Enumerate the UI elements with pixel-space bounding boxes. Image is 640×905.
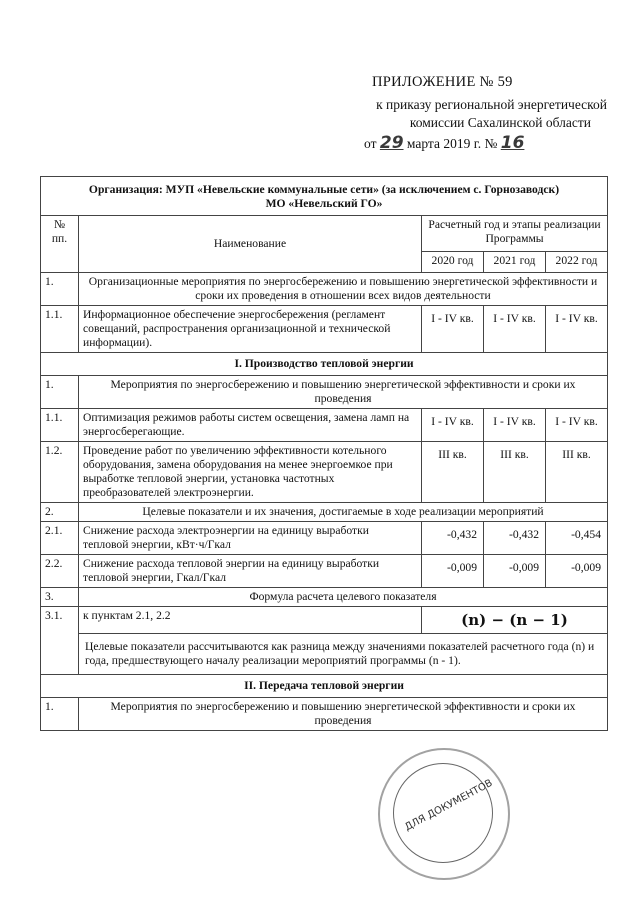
table-row [41,306,608,353]
seal-text: ДЛЯ ДОКУМЕНТОВ [403,777,495,834]
column-header-row [41,216,608,252]
date-mid: марта 2019 г. № [406,136,498,151]
value-2020: III кв. [422,442,484,503]
section-row [41,273,608,306]
section-title: Мероприятия по энергосбережению и повышению энергетической эффективности и сроки их проведения [79,698,608,731]
row-num: 1. [41,376,79,409]
row-num: 1. [41,698,79,731]
table-row [41,634,608,675]
value-2020: -0,432 [422,522,484,555]
value-2021: -0,432 [484,522,546,555]
row-text: Оптимизация режимов работы систем освещения, замена ламп на энергосберегающие. [79,409,422,442]
row-num: 1. [41,273,79,306]
table-row [41,522,608,555]
section-title: Организационные мероприятия по энергосбережению и повышению энергетической эффективности и сроки их проведения в отношении всех видов деятельности [79,273,608,306]
order-reference [337,96,607,132]
table-row [41,409,608,442]
order-date [364,134,604,153]
row-num: 3. [41,588,79,607]
row-num: 2.1. [41,522,79,555]
value-2022: -0,454 [546,522,608,555]
formula-note: Целевые показатели рассчитываются как разница между значениями показателей расчетного года (n) и года, предшествующего началу реализации мероприятий программы (n - 1). [79,634,608,675]
value-2020: -0,009 [422,555,484,588]
part-ii-title: II. Передача тепловой энергии [41,675,608,698]
part-heading-row [41,353,608,376]
program-table [40,176,608,731]
row-num: 1.2. [41,442,79,503]
col-2022: 2022 год [546,252,608,273]
row-text: Информационное обеспечение энергосбережения (регламент совещаний, распространения организационной и технической информации). [79,306,422,353]
row-text: Снижение расхода тепловой энергии на единицу выработки тепловой энергии, Гкал/Гкал [79,555,422,588]
table-row [41,607,608,634]
col-num-header: № пп. [41,216,79,273]
section-row [41,376,608,409]
org-line-2: МО «Невельский ГО» [265,197,383,210]
value-2021: -0,009 [484,555,546,588]
value-2021: I - IV кв. [484,409,546,442]
section-row [41,588,608,607]
row-num: 1.1. [41,306,79,353]
value-2020: I - IV кв. [422,409,484,442]
org-row [41,177,608,216]
section-row [41,503,608,522]
row-text: Снижение расхода электроэнергии на единицу выработки тепловой энергии, кВт·ч/Гкал [79,522,422,555]
part-i-title: I. Производство тепловой энергии [41,353,608,376]
date-day: 29 [379,133,404,153]
value-2021: I - IV кв. [484,306,546,353]
row-text: Проведение работ по увеличению эффективности котельного оборудования, замена оборудования на менее энергоемкое при выработке тепловой энергии, установка частотных преобразователей электроэнергии. [79,442,422,503]
order-line-2: комиссии Сахалинской области [409,115,591,130]
section-title: Формула расчета целевого показателя [79,588,608,607]
part-heading-row [41,675,608,698]
row-num: 3.1. [41,607,79,675]
row-num: 2. [41,503,79,522]
formula: (n) − (n − 1) [422,607,608,634]
value-2022: I - IV кв. [546,306,608,353]
row-num: 2.2. [41,555,79,588]
org-line-1: Организация: МУП «Невельские коммунальные сети» (за исключением с. Горнозаводск) [88,183,560,196]
order-number: 16 [500,133,525,153]
row-num: 1.1. [41,409,79,442]
appendix-title: ПРИЛОЖЕНИЕ № 59 [372,74,513,90]
value-2022: -0,009 [546,555,608,588]
value-2022: I - IV кв. [546,409,608,442]
date-prefix: от [364,136,377,151]
order-line-1: к приказу региональной энергетической [376,97,607,112]
table-row [41,555,608,588]
section-row [41,698,608,731]
col-name-header: Наименование [79,216,422,273]
col-2021: 2021 год [484,252,546,273]
section-title: Мероприятия по энергосбережению и повышению энергетической эффективности и сроки их проведения [79,376,608,409]
value-2021: III кв. [484,442,546,503]
value-2022: III кв. [546,442,608,503]
table-row [41,442,608,503]
row-text: к пунктам 2.1, 2.2 [79,607,422,634]
section-title: Целевые показатели и их значения, достигаемые в ходе реализации мероприятий [79,503,608,522]
col-period-header: Расчетный год и этапы реализации Программы [422,216,608,252]
col-2020: 2020 год [422,252,484,273]
value-2020: I - IV кв. [422,306,484,353]
